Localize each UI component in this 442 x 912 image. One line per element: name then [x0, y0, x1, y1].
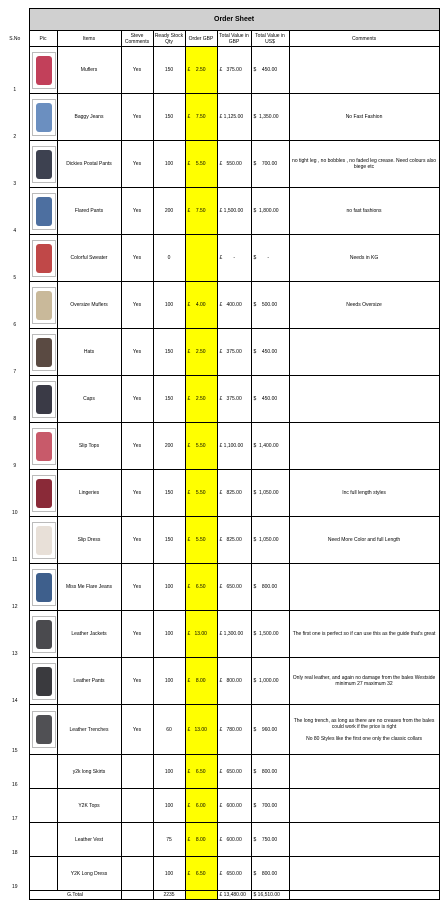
row-number: 9	[13, 462, 17, 469]
table-row	[1, 755, 439, 789]
table-row	[1, 188, 439, 235]
row-number: 14	[11, 697, 18, 704]
row-number: 4	[13, 227, 17, 234]
product-photo-cell	[29, 423, 57, 470]
item-name: Leather Vest	[57, 823, 121, 857]
order-price: £ 6.50	[185, 755, 217, 789]
steve-comment	[121, 823, 153, 857]
total-gbp: £ 650.00	[217, 755, 251, 789]
order-price: £ 5.50	[185, 423, 217, 470]
cap-photo	[32, 381, 56, 418]
product-photo-cell	[29, 705, 57, 755]
comment-text	[289, 329, 439, 376]
order-price: £ 6.00	[185, 789, 217, 823]
row-number: 13	[11, 650, 18, 657]
steve-comment: Yes	[121, 705, 153, 755]
photo-fill	[36, 197, 52, 226]
comment-text	[289, 857, 439, 891]
row-number: 6	[13, 321, 17, 328]
header-total-usd: Total Value in US$	[251, 31, 289, 47]
jacket-photo	[32, 616, 56, 653]
row-number: 16	[11, 781, 18, 788]
total-comment-blank	[289, 891, 439, 900]
table-row	[1, 705, 439, 755]
stock-qty: 100	[153, 611, 185, 658]
steve-comment: Yes	[121, 658, 153, 705]
comment-text	[289, 789, 439, 823]
product-photo-cell	[29, 755, 57, 789]
item-name: Lingeries	[57, 470, 121, 517]
product-photo-cell	[29, 823, 57, 857]
total-usd: $ 800.00	[251, 857, 289, 891]
comment-text	[289, 823, 439, 857]
photo-fill	[36, 291, 52, 320]
table-row	[1, 823, 439, 857]
comment-text: Inc full length styles	[289, 470, 439, 517]
stock-qty: 150	[153, 517, 185, 564]
row-number: 1	[13, 86, 17, 93]
item-name: Y2K Long Dress	[57, 857, 121, 891]
total-usd: $ 960.00	[251, 705, 289, 755]
total-usd: $ 500.00	[251, 282, 289, 329]
product-photo-cell	[29, 47, 57, 94]
order-price: £ 5.50	[185, 517, 217, 564]
comment-text: no fast fashions	[289, 188, 439, 235]
total-gbp: £ 1,125.00	[217, 94, 251, 141]
table-row	[1, 423, 439, 470]
steve-comment: Yes	[121, 94, 153, 141]
total-usd: $ 700.00	[251, 141, 289, 188]
row-number: 12	[11, 603, 18, 610]
product-photo-cell	[29, 857, 57, 891]
stock-qty: 100	[153, 658, 185, 705]
item-name: Dickies Postal Pants	[57, 141, 121, 188]
photo-fill	[36, 150, 52, 179]
stock-qty: 150	[153, 94, 185, 141]
total-usd: $ 800.00	[251, 755, 289, 789]
header-items: Items	[57, 31, 121, 47]
product-photo-cell	[29, 517, 57, 564]
comment-text	[289, 755, 439, 789]
item-name: Muflers	[57, 47, 121, 94]
order-price: £ 5.50	[185, 141, 217, 188]
order-price: £ 2.50	[185, 47, 217, 94]
stock-qty: 75	[153, 823, 185, 857]
item-name: Slip Tops	[57, 423, 121, 470]
order-price	[185, 235, 217, 282]
total-usd: $ 1,500.00	[251, 611, 289, 658]
table-row	[1, 470, 439, 517]
comment-text: no tight leg , no bobbles , no faded leg crease. Need colours also biege etc	[289, 141, 439, 188]
table-row	[1, 611, 439, 658]
comment-text: The long trench, as long as there are no creases from the bales could work if the price is right No 80 Styles like the first one only the classic collars	[289, 705, 439, 755]
product-photo-cell	[29, 282, 57, 329]
header-steve-comments: Steve Comments	[121, 31, 153, 47]
product-photo-cell	[29, 376, 57, 423]
jeans-photo	[32, 99, 56, 136]
steve-comment: Yes	[121, 282, 153, 329]
pants-photo	[32, 146, 56, 183]
order-price: £ 7.50	[185, 188, 217, 235]
item-name: Colorful Sweater	[57, 235, 121, 282]
total-gbp: £ 650.00	[217, 564, 251, 611]
row-number: 7	[13, 368, 17, 375]
item-name: Baggy Jeans	[57, 94, 121, 141]
total-usd: $ 1,050.00	[251, 517, 289, 564]
item-name: Leather Trenches	[57, 705, 121, 755]
total-price-blank	[185, 891, 217, 900]
photo-fill	[36, 667, 52, 696]
stock-qty: 100	[153, 857, 185, 891]
total-gbp: £ 375.00	[217, 47, 251, 94]
photo-fill	[36, 338, 52, 367]
stock-qty: 150	[153, 47, 185, 94]
total-usd: $ 450.00	[251, 376, 289, 423]
table-row	[1, 564, 439, 611]
comment-text	[289, 423, 439, 470]
product-photo-cell	[29, 658, 57, 705]
trench-photo	[32, 711, 56, 748]
total-usd: $ -	[251, 235, 289, 282]
stock-qty: 150	[153, 470, 185, 517]
item-name: y2k long Skirts	[57, 755, 121, 789]
product-photo-cell	[29, 94, 57, 141]
header-total-gbp: Total Value in GBP	[217, 31, 251, 47]
table-row	[1, 235, 439, 282]
stock-qty: 150	[153, 376, 185, 423]
header-ready-stock: Ready Stock Qty	[154, 32, 184, 45]
total-gbp: £ 825.00	[217, 470, 251, 517]
table-row	[1, 658, 439, 705]
steve-comment: Yes	[121, 188, 153, 235]
comment-text: Needs Oversize	[289, 282, 439, 329]
item-name: Hats	[57, 329, 121, 376]
product-photo-cell	[29, 141, 57, 188]
product-photo-cell	[29, 188, 57, 235]
row-number: 18	[11, 849, 18, 856]
product-photo-cell	[29, 789, 57, 823]
table-row	[1, 141, 439, 188]
stock-qty: 150	[153, 329, 185, 376]
row-number: 10	[11, 509, 18, 516]
total-qty: 2235	[153, 891, 185, 900]
order-price: £ 4.00	[185, 282, 217, 329]
table-row	[1, 857, 439, 891]
stock-qty: 100	[153, 564, 185, 611]
steve-comment	[121, 755, 153, 789]
order-price: £ 2.50	[185, 376, 217, 423]
header-row	[1, 31, 439, 47]
muffler-photo	[32, 287, 56, 324]
order-price: £ 6.50	[185, 857, 217, 891]
item-name: Oversize Muflers	[57, 282, 121, 329]
header-sno: S.No	[1, 31, 29, 47]
total-blank	[1, 891, 29, 900]
item-name: Miss Me Flare Jeans	[57, 564, 121, 611]
total-usd: $ 1,350.00	[251, 94, 289, 141]
steve-comment: Yes	[121, 470, 153, 517]
order-price: £ 2.50	[185, 329, 217, 376]
total-gbp: £ 780.00	[217, 705, 251, 755]
row-number: 8	[13, 415, 17, 422]
item-name: Leather Jackets	[57, 611, 121, 658]
steve-comment: Yes	[121, 376, 153, 423]
table-row	[1, 329, 439, 376]
order-price: £ 13.00	[185, 611, 217, 658]
product-photo-cell	[29, 235, 57, 282]
jeans-photo	[32, 193, 56, 230]
order-price: £ 5.50	[185, 470, 217, 517]
stock-qty: 100	[153, 755, 185, 789]
steve-comment: Yes	[121, 423, 153, 470]
product-photo-cell	[29, 329, 57, 376]
comment-text: Needs in KG	[289, 235, 439, 282]
table-row	[1, 789, 439, 823]
photo-fill	[36, 573, 52, 602]
total-usd: $ 1,050.00	[251, 470, 289, 517]
stock-qty: 0	[153, 235, 185, 282]
grand-total-gbp: £ 13,480.00	[217, 891, 251, 900]
comment-text: No Fast Fashion	[289, 94, 439, 141]
corner-blank	[1, 9, 29, 31]
steve-comment: Yes	[121, 141, 153, 188]
table-row	[1, 47, 439, 94]
row-number: 5	[13, 274, 17, 281]
photo-fill	[36, 620, 52, 649]
total-usd: $ 700.00	[251, 789, 289, 823]
stock-qty: 200	[153, 423, 185, 470]
comment-text: The first one is perfect so if can use this as the guide that's great	[289, 611, 439, 658]
steve-comment	[121, 857, 153, 891]
comment-text	[289, 564, 439, 611]
photo-fill	[36, 432, 52, 461]
product-photo-cell	[29, 470, 57, 517]
steve-comment: Yes	[121, 517, 153, 564]
order-price: £ 8.00	[185, 658, 217, 705]
row-number: 2	[13, 133, 17, 140]
total-gbp: £ 800.00	[217, 658, 251, 705]
total-gbp: £ 375.00	[217, 329, 251, 376]
steve-comment: Yes	[121, 47, 153, 94]
table-row	[1, 376, 439, 423]
steve-comment: Yes	[121, 564, 153, 611]
order-price: £ 8.00	[185, 823, 217, 857]
photo-fill	[36, 385, 52, 414]
steve-comment: Yes	[121, 235, 153, 282]
item-name: Y2K Tops	[57, 789, 121, 823]
total-gbp: £ 400.00	[217, 282, 251, 329]
total-gbp: £ 650.00	[217, 857, 251, 891]
comment-text	[289, 47, 439, 94]
stock-qty: 200	[153, 188, 185, 235]
total-usd: $ 450.00	[251, 47, 289, 94]
pants-photo	[32, 663, 56, 700]
total-label: G.Total	[29, 891, 121, 900]
stock-qty: 100	[153, 282, 185, 329]
order-price: £ 7.50	[185, 94, 217, 141]
total-gbp: £ 600.00	[217, 789, 251, 823]
steve-comment	[121, 789, 153, 823]
table-row	[1, 282, 439, 329]
photo-fill	[36, 56, 52, 85]
total-gbp: £ 600.00	[217, 823, 251, 857]
stock-qty: 60	[153, 705, 185, 755]
sheet-title: Order Sheet	[29, 9, 439, 31]
total-gbp: £ 1,100.00	[217, 423, 251, 470]
photo-fill	[36, 526, 52, 555]
sweater-photo	[32, 240, 56, 277]
stock-qty: 100	[153, 141, 185, 188]
row-number: 19	[11, 883, 18, 890]
comment-text	[289, 376, 439, 423]
total-gbp: £ 825.00	[217, 517, 251, 564]
photo-fill	[36, 715, 52, 744]
total-usd: $ 1,000.00	[251, 658, 289, 705]
photo-fill	[36, 103, 52, 132]
product-photo-cell	[29, 564, 57, 611]
row-number: 3	[13, 180, 17, 187]
photo-fill	[36, 479, 52, 508]
product-photo-cell	[29, 611, 57, 658]
order-price: £ 13.00	[185, 705, 217, 755]
total-gbp: £ 1,300.00	[217, 611, 251, 658]
item-name: Caps	[57, 376, 121, 423]
total-usd: $ 1,800.00	[251, 188, 289, 235]
total-gbp: £ -	[217, 235, 251, 282]
header-pic: Pic	[29, 31, 57, 47]
row-number: 15	[11, 747, 18, 754]
photo-fill	[36, 244, 52, 273]
total-gbp: £ 1,500.00	[217, 188, 251, 235]
total-usd: $ 450.00	[251, 329, 289, 376]
stock-qty: 100	[153, 789, 185, 823]
row-number: 17	[11, 815, 18, 822]
total-gbp: £ 550.00	[217, 141, 251, 188]
comment-text: Need More Color and full Length	[289, 517, 439, 564]
table-row	[1, 517, 439, 564]
jeans-photo	[32, 569, 56, 606]
dress-photo	[32, 522, 56, 559]
total-usd: $ 800.00	[251, 564, 289, 611]
grand-total-row	[1, 891, 439, 900]
header-order-gbp: Order GBP	[185, 31, 217, 47]
lingerie-photo	[32, 475, 56, 512]
row-number: 11	[12, 556, 18, 563]
total-usd: $ 1,400.00	[251, 423, 289, 470]
item-name: Leather Pants	[57, 658, 121, 705]
header-comments: Comments	[289, 31, 439, 47]
order-price: £ 6.50	[185, 564, 217, 611]
total-steve-blank	[121, 891, 153, 900]
total-gbp: £ 375.00	[217, 376, 251, 423]
steve-comment: Yes	[121, 329, 153, 376]
order-table	[1, 8, 440, 900]
total-usd: $ 750.00	[251, 823, 289, 857]
item-name: Flared Pants	[57, 188, 121, 235]
item-name: Slip Dress	[57, 517, 121, 564]
table-row	[1, 94, 439, 141]
hat-photo	[32, 334, 56, 371]
steve-comment: Yes	[121, 611, 153, 658]
top-photo	[32, 428, 56, 465]
comment-text: Only real leather, and again no damage from the bales Westside minimum 27 maximum 32	[289, 658, 439, 705]
muffler-photo	[32, 52, 56, 89]
grand-total-usd: $ 16,510.00	[251, 891, 289, 900]
